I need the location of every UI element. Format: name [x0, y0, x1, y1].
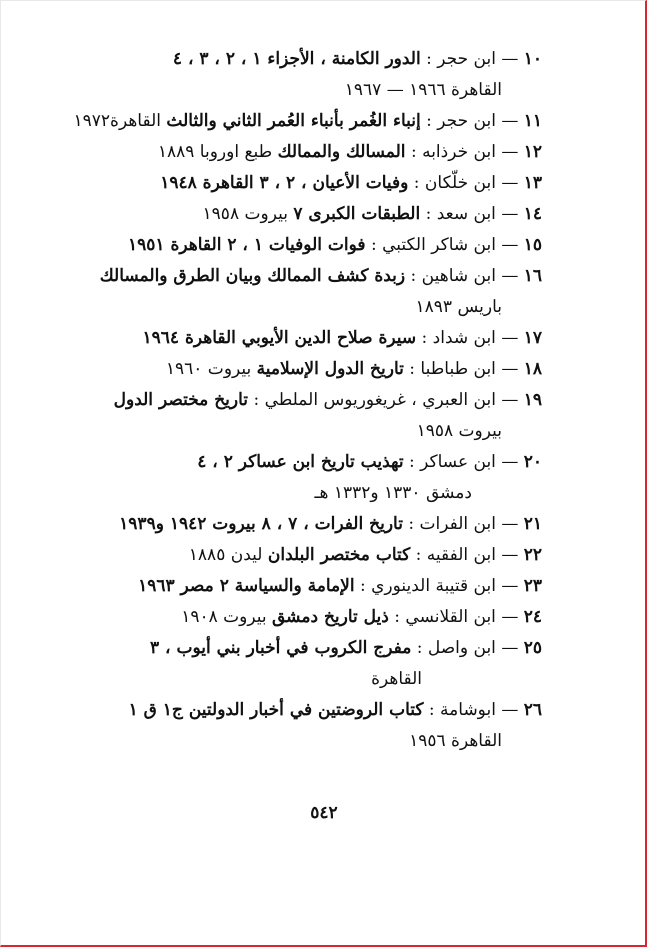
- entry-author: ابن سعد :: [425, 204, 496, 224]
- entry-continuation: القاهرة ١٩٦٦ — ١٩٦٧: [344, 80, 502, 100]
- entry-publication: بيروت ١٩٠٨: [181, 607, 267, 627]
- bibliography-entry: [70, 199, 542, 230]
- entry-author: ابن شداد :: [421, 328, 496, 348]
- entry-author: ابن شاهين :: [410, 266, 496, 286]
- entry-line: ٢٣ — ابن قتيبة الدينوري : الإمامة والسياسة ٢ مصر ١٩٦٣: [138, 576, 542, 596]
- entry-publication: طبع اوروبا ١٨٨٩: [157, 142, 273, 162]
- entry-number: ٢٦: [523, 700, 542, 720]
- bibliography-entry: [70, 323, 542, 354]
- entry-title: ذيل تاريخ دمشق: [272, 607, 389, 627]
- entry-title: سيرة صلاح الدين الأيوبي القاهرة ١٩٦٤: [142, 328, 417, 348]
- entry-title: فوات الوفيات ١ ، ٢ القاهرة ١٩٥١: [128, 235, 366, 255]
- entry-line: ٢١ — ابن الفرات : تاريخ الفرات ، ٧ ، ٨ بيروت ١٩٤٢ و١٩٣٩: [119, 514, 542, 534]
- entry-number: ٢٠: [523, 452, 542, 472]
- entry-continuation: بيروت ١٩٥٨: [416, 421, 502, 441]
- bibliography-page: [70, 44, 542, 757]
- entry-author: ابن شاكر الكتبي :: [370, 235, 496, 255]
- bibliography-entry: [70, 633, 542, 695]
- page-number: ٥٤٢: [310, 803, 338, 823]
- entry-publication: ليدن ١٨٨٥: [188, 545, 263, 565]
- entry-number: ٢٣: [523, 576, 542, 596]
- entry-title: وفيات الأعيان ، ٢ ، ٣ القاهرة ١٩٤٨: [160, 173, 409, 193]
- entry-author: ابن خرذابه :: [410, 142, 496, 162]
- bibliography-entry: [70, 385, 542, 447]
- bibliography-entry: [70, 168, 542, 199]
- entry-author: ابن عساكر :: [409, 452, 496, 472]
- bibliography-entry: [70, 571, 542, 602]
- entry-author: ابن القلانسي :: [394, 607, 496, 627]
- entry-author: ابن حجر :: [426, 49, 496, 69]
- entry-title: مفرج الكروب في أخبار بني أيوب ، ٣: [150, 638, 412, 658]
- entry-line: ١٨ — ابن طباطبا : تاريخ الدول الإسلامية بيروت ١٩٦٠: [165, 359, 542, 379]
- entry-line: ١٥ — ابن شاكر الكتبي : فوات الوفيات ١ ، ٢ القاهرة ١٩٥١: [128, 235, 542, 255]
- entry-publication: بيروت ١٩٦٠: [165, 359, 252, 379]
- entry-continuation: القاهرة: [371, 669, 422, 689]
- entry-line: ١٩ — ابن العبري ، غريغوريوس الملطي : تاريخ مختصر الدول: [113, 390, 542, 410]
- entry-title: كتاب مختصر البلدان: [267, 545, 411, 565]
- bibliography-entry: [70, 540, 542, 571]
- entry-number: ١٩: [523, 390, 542, 410]
- entry-line: ٢٢ — ابن الفقيه : كتاب مختصر البلدان ليدن ١٨٨٥: [188, 545, 542, 565]
- entry-number: ١٢: [523, 142, 542, 162]
- entry-author: ابن العبري ، غريغوريوس الملطي :: [253, 390, 496, 410]
- entry-title: زبدة كشف الممالك وبيان الطرق والمسالك: [99, 266, 406, 286]
- entry-number: ١١: [523, 111, 542, 131]
- entry-line: ٢٠ — ابن عساكر : تهذيب تاريخ ابن عساكر ٢ ، ٤: [197, 452, 542, 472]
- entry-author: ابن الفقيه :: [415, 545, 496, 565]
- entry-line: ٢٦ — ابوشامة : كتاب الروضتين في أخبار الدولتين ج١ ق ١: [128, 700, 542, 720]
- entry-author: ابن حجر :: [426, 111, 496, 131]
- entry-line: ١٠ — ابن حجر : الدور الكامنة ، الأجزاء ١ ، ٢ ، ٣ ، ٤: [172, 49, 542, 69]
- entry-line: ٢٥ — ابن واصل : مفرج الكروب في أخبار بني أيوب ، ٣: [150, 638, 542, 658]
- entry-line: ٢٤ — ابن القلانسي : ذيل تاريخ دمشق بيروت ١٩٠٨: [181, 607, 542, 627]
- entry-title: إنباء الغُمر بأنباء العُمر الثاني والثالث: [166, 111, 421, 131]
- entry-title: الإمامة والسياسة ٢ مصر ١٩٦٣: [138, 576, 355, 596]
- entry-number: ١٦: [523, 266, 542, 286]
- entry-title: الطبقات الكبرى ٧: [293, 204, 421, 224]
- entry-line: ١١ — ابن حجر : إنباء الغُمر بأنباء العُمر الثاني والثالث القاهرة١٩٧٢: [73, 111, 542, 131]
- bibliography-entry: [70, 261, 542, 323]
- entry-number: ١٧: [523, 328, 542, 348]
- bibliography-entry: [70, 230, 542, 261]
- entry-continuation: دمشق ١٣٣٠ و١٣٣٢ هـ: [314, 483, 472, 503]
- entry-title: تهذيب تاريخ ابن عساكر ٢ ، ٤: [197, 452, 404, 472]
- entry-number: ١٥: [523, 235, 542, 255]
- entry-continuation: باريس ١٨٩٣: [415, 297, 502, 317]
- entry-number: ٢٢: [523, 545, 542, 565]
- entry-line: ١٧ — ابن شداد : سيرة صلاح الدين الأيوبي القاهرة ١٩٦٤: [142, 328, 542, 348]
- bibliography-entry: [70, 44, 542, 106]
- entry-author: ابن الفرات :: [408, 514, 496, 534]
- bibliography-entry: [70, 447, 542, 509]
- entry-number: ١٠: [523, 49, 542, 69]
- entry-line: ١٣ — ابن خلّكان : وفيات الأعيان ، ٢ ، ٣ القاهرة ١٩٤٨: [160, 173, 542, 193]
- entry-number: ٢٥: [523, 638, 542, 658]
- entry-line: ١٤ — ابن سعد : الطبقات الكبرى ٧ بيروت ١٩٥٨: [202, 204, 542, 224]
- entry-author: ابوشامة :: [428, 700, 496, 720]
- entry-line: ١٢ — ابن خرذابه : المسالك والممالك طبع اوروبا ١٨٨٩: [157, 142, 542, 162]
- bibliography-entry: [70, 106, 542, 137]
- entry-title: تاريخ الفرات ، ٧ ، ٨ بيروت ١٩٤٢ و١٩٣٩: [119, 514, 403, 534]
- entry-number: ١٤: [523, 204, 542, 224]
- bibliography-entry: [70, 137, 542, 168]
- entry-title: كتاب الروضتين في أخبار الدولتين ج١ ق ١: [128, 700, 424, 720]
- entry-author: ابن واصل :: [416, 638, 496, 658]
- entry-publication: بيروت ١٩٥٨: [202, 204, 288, 224]
- bibliography-entry: [70, 695, 542, 757]
- bibliography-entry: [70, 509, 542, 540]
- entry-number: ٢١: [523, 514, 542, 534]
- entry-title: تاريخ مختصر الدول: [113, 390, 249, 410]
- entry-title: المسالك والممالك: [277, 142, 406, 162]
- bibliography-entry: [70, 354, 542, 385]
- entry-publication: القاهرة١٩٧٢: [73, 111, 161, 131]
- entry-number: ١٨: [523, 359, 542, 379]
- entry-title: تاريخ الدول الإسلامية: [256, 359, 404, 379]
- entry-number: ١٣: [523, 173, 542, 193]
- entry-author: ابن قتيبة الدينوري :: [359, 576, 496, 596]
- entry-title: الدور الكامنة ، الأجزاء ١ ، ٢ ، ٣ ، ٤: [172, 49, 421, 69]
- entry-author: ابن طباطبا :: [409, 359, 496, 379]
- bibliography-entry: [70, 602, 542, 633]
- entry-author: ابن خلّكان :: [413, 173, 496, 193]
- entry-line: ١٦ — ابن شاهين : زبدة كشف الممالك وبيان الطرق والمسالك: [99, 266, 542, 286]
- entry-continuation: القاهرة ١٩٥٦: [409, 731, 502, 751]
- entry-number: ٢٤: [523, 607, 542, 627]
